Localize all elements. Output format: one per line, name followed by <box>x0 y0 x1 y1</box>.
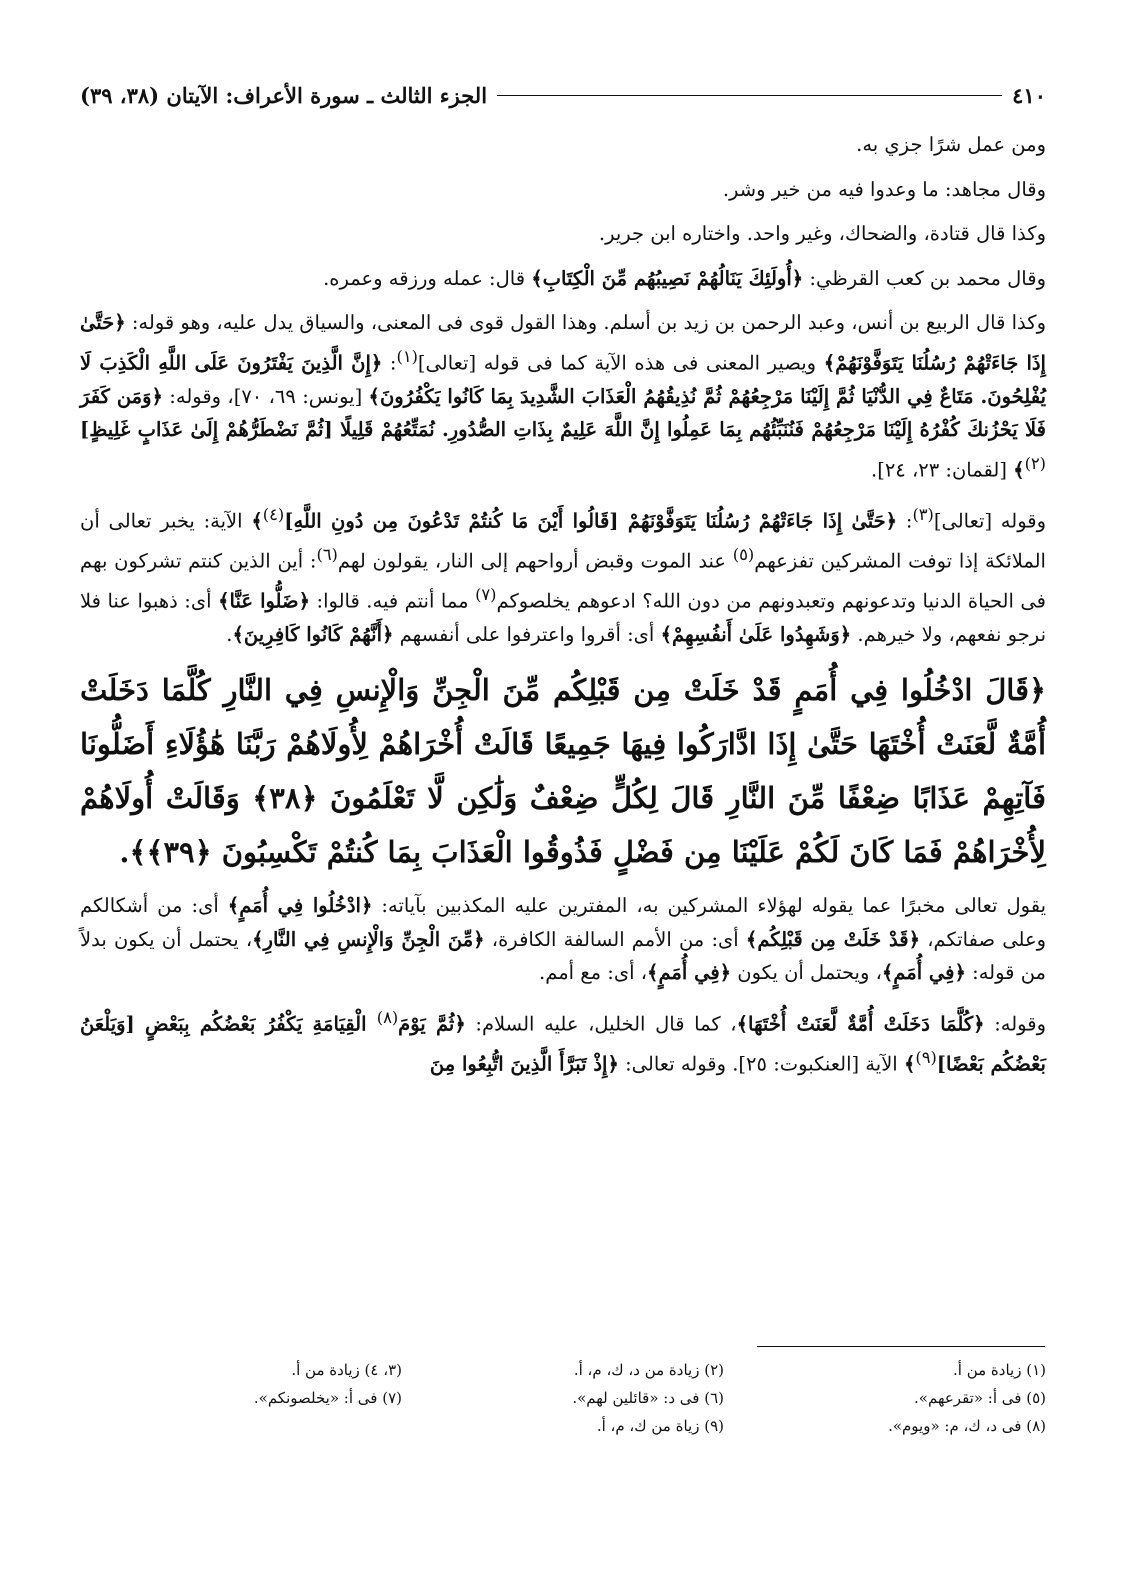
quran-quote: ﴿ادْخُلُوا فِي أُمَمٍ﴾ <box>227 894 373 917</box>
quran-quote: ﴿حَتَّىٰ إِذَا جَاءَتْهُمْ رُسُلُنَا يَتَوَفَّوْنَهُمْ﴾ <box>80 311 1046 374</box>
running-title: الجزء الثالث ـ سورة الأعراف: الآيتان (٣٨، ٣٩) <box>80 82 488 108</box>
page-header <box>80 78 1046 112</box>
text-run: مما أنتم فيه. قالوا: <box>310 589 476 612</box>
footnote-ref: (٥) <box>732 544 755 564</box>
text-run: أى: أقروا واعترفوا على أنفسهم <box>393 622 661 646</box>
text-run: أى: من أشكالكم وعلى صفاتكم، <box>80 894 1046 951</box>
footnote-ref: (٦) <box>316 544 338 564</box>
text-run: ، كما قال الخليل، عليه السلام: <box>465 1012 737 1035</box>
quran-quote: ﴿فِي أُمَمٍ﴾ <box>881 961 966 984</box>
text-run: ويصير المعنى فى هذه الآية كما فى قوله [تعالى] <box>417 351 824 374</box>
paragraph: وكذا قال قتادة، والضحاك، وغير واحد. واختاره ابن جرير. <box>598 222 1046 245</box>
quran-quote: ﴿أُولَئِكَ يَنَالُهُمْ نَصِيبُهُم مِّنَ الْكِتَابِ﴾ <box>531 266 804 290</box>
text-run: وكذا قال الربيع بن أنس، وعبد الرحمن بن زيد بن أسلم. وهذا القول قوى فى المعنى، والسياق يدل عليه، وهو قوله: <box>125 311 1046 334</box>
paragraph: ومن عمل شرًا جزي به. <box>856 133 1046 156</box>
text-run: عند الموت وقبض أرواحهم إلى النار، يقولون لهم <box>337 549 733 572</box>
text-run: وقوله [تعالى] <box>933 509 1047 532</box>
quran-verse-block: ﴿قَالَ ادْخُلُوا فِي أُمَمٍ قَدْ خَلَتْ مِن قَبْلِكُم مِّنَ الْجِنِّ وَالْإِنسِ فِي النَّارِ كُلَّمَا دَخَلَتْ أُمَّةٌ لَّعَنَتْ أُخْتَهَا حَتَّىٰ إِذَا ادَّارَكُوا فِيهَا جَمِيعًا قَالَتْ أُخْرَاهُمْ لِأُولَاهُمْ رَبَّنَا هَٰؤُلَاءِ أَضَلُّونَا فَآتِهِمْ عَذَابًا ضِعْفًا مِّنَ النَّارِ قَالَ لِكُلٍّ ضِعْفٌ وَلَٰكِن لَّا تَعْلَمُونَ ﴿٣٨﴾ وَقَالَتْ أُولَاهُمْ لِأُخْرَاهُمْ فَمَا كَانَ لَكُمْ عَلَيْنَا مِن فَضْلٍ فَذُوقُوا الْعَذَابَ بِمَا كُنتُمْ تَكْسِبُونَ ﴿٣٩﴾﴾. <box>80 673 1046 869</box>
footnote-grid <box>80 1356 1046 1440</box>
quran-quote: ﴿قَدْ خَلَتْ مِن قَبْلِكُم﴾ <box>745 927 921 951</box>
page-body <box>80 128 1046 1092</box>
quran-quote: الْقِيَامَةِ يَكْفُرُ بَعْضُكُم بِبَعْضٍ [وَيَلْعَنُ بَعْضُكُم بَعْضًا] <box>80 1012 1046 1075</box>
text-run: ، أى: مع أمم. <box>539 961 648 984</box>
text-run: وقوله: <box>984 1012 1046 1035</box>
quran-quote: ﴿إِنَّ الَّذِينَ يَفْتَرُونَ عَلَى اللَّهِ الْكَذِبَ لَا يُفْلِحُونَ. مَتَاعٌ فِي الدُّنْيَا ثُمَّ إِلَيْنَا مَرْجِعُهُمْ ثُمَّ نُذِيقُهُمُ الْعَذَابَ الشَّدِيدَ بِمَا كَانُوا يَكْفُرُونَ﴾ <box>80 351 1047 408</box>
footnote: (٦) فى د: «قائلين لهم». <box>572 1389 724 1407</box>
paragraph <box>80 498 1046 652</box>
quran-quote: ﴿وَشَهِدُوا عَلَىٰ أَنفُسِهِمْ﴾ <box>660 622 852 646</box>
quran-quote: ﴿فِي أُمَمٍ﴾ <box>647 961 732 984</box>
paragraph <box>80 1001 1046 1081</box>
footnote-ref: (٧) <box>475 584 497 604</box>
quran-quote: ﴿كُلَّمَا دَخَلَتْ أُمَّةٌ لَّعَنَتْ أُخْتَهَا﴾ <box>736 1012 985 1035</box>
paragraph <box>80 262 1046 296</box>
footnote: (٣، ٤) زيادة من أ. <box>291 1361 402 1379</box>
footnote-ref: (١) <box>396 346 418 366</box>
paragraph <box>80 306 1046 487</box>
footnote: (٩) زياة من ك، م، أ. <box>596 1417 724 1435</box>
footnote: (٧) فى أ: «يخلصونكم». <box>253 1389 402 1407</box>
text-run: أى: ذهبوا عنا فلا نرجو نفعهم، ولا خيرهم. <box>80 589 1046 646</box>
paragraph: وقال مجاهد: ما وعدوا فيه من خير وشر. <box>722 177 1046 201</box>
text-run: وقال محمد بن كعب القرظي: <box>803 266 1046 290</box>
footnote-ref: (٩) <box>915 1047 937 1067</box>
quran-quote-end: ﴾ <box>903 1052 916 1075</box>
text-run: الآية: يخبر تعالى أن الملائكة إذا توفت المشركين تفزعهم <box>80 509 1046 572</box>
footnote: (٢) زيادة من د، ك، م، أ. <box>573 1361 724 1379</box>
quran-quote: ﴿مِّنَ الْجِنِّ وَالْإِنسِ فِي النَّارِ﴾ <box>252 927 485 951</box>
text-run: . <box>226 622 233 646</box>
quran-quote: ﴿ثُمَّ يَوْمَ <box>398 1012 466 1035</box>
text-run: أى: من الأمم السالفة الكافرة، <box>484 927 746 951</box>
text-run: قال: عمله ورزقه وعمره. <box>323 266 532 290</box>
text-run: [يونس: ٦٩، ٧٠]، وقوله: <box>162 384 369 408</box>
text-run: ، يحتمل أن يكون بدلاً من قوله: <box>80 927 1046 984</box>
header-rule <box>497 95 1002 96</box>
quran-quote: ﴿ضَلُّوا عَنَّا﴾ <box>218 589 310 612</box>
footnote: (٥) فى أ: «تقرعهم». <box>914 1389 1046 1407</box>
text-run: ، ويحتمل أن يكون <box>731 961 882 984</box>
footnote: (١) زيادة من أ. <box>953 1361 1046 1379</box>
footnote: (٨) فى د، ك، م: «ويوم». <box>888 1417 1046 1435</box>
footnote-ref: (٢) <box>1024 453 1046 473</box>
quran-quote: ﴿وَمَن كَفَرَ فَلَا يَحْزُنكَ كُفْرُهُ إِلَيْنَا مَرْجِعُهُمْ فَنُنَبِّئُهُم بِمَا عَمِلُوا إِنَّ اللَّهَ عَلِيمٌ بِذَاتِ الصُّدُورِ. نُمَتِّعُهُمْ قَلِيلًا [ثُمَّ نَضْطَرُّهُمْ إِلَىٰ عَذَابٍ غَلِيظٍ] <box>80 384 1046 441</box>
quran-quote-end: ﴾ <box>1013 458 1025 481</box>
page-number: ٤١٠ <box>1012 82 1046 108</box>
footnote-ref: (٨) <box>376 1007 399 1027</box>
footnote-ref: (٤) <box>262 504 285 524</box>
quran-quote: ﴿إِذْ تَبَرَّأَ الَّذِينَ اتُّبِعُوا مِنَ <box>429 1052 619 1075</box>
footnotes <box>80 1356 1046 1440</box>
quran-quote: ﴿حَتَّىٰ إِذَا جَاءَتْهُمْ رُسُلُنَا يَتَوَفَّوْنَهُمْ [قَالُوا أَيْنَ مَا كُنتُمْ تَدْعُونَ مِن دُونِ اللَّهِ] <box>284 509 898 532</box>
quran-quote-end: ﴾ <box>251 509 263 532</box>
text-run: : أين الذين كنتم تشركون بهم فى الحياة الدنيا وتدعونهم وتعبدونهم من دون الله؟ ادعوهم يخلصوكم <box>80 549 1046 612</box>
text-run: [لقمان: ٢٣، ٢٤]. <box>871 458 1014 481</box>
paragraph <box>80 889 1046 990</box>
text-run: : <box>897 509 913 532</box>
text-run: : <box>382 351 397 374</box>
footnote-separator <box>757 1346 1045 1347</box>
footnote-ref: (٣) <box>912 504 934 524</box>
quran-quote: ﴿أَنَّهُمْ كَانُوا كَافِرِينَ﴾ <box>232 622 394 646</box>
text-run: الآية [العنكبوت: ٢٥]. وقوله تعالى: <box>618 1052 904 1075</box>
text-run: يقول تعالى مخبرًا عما يقوله لهؤلاء المشركين به، المفترين عليه المكذبين بآياته: <box>372 894 1046 917</box>
